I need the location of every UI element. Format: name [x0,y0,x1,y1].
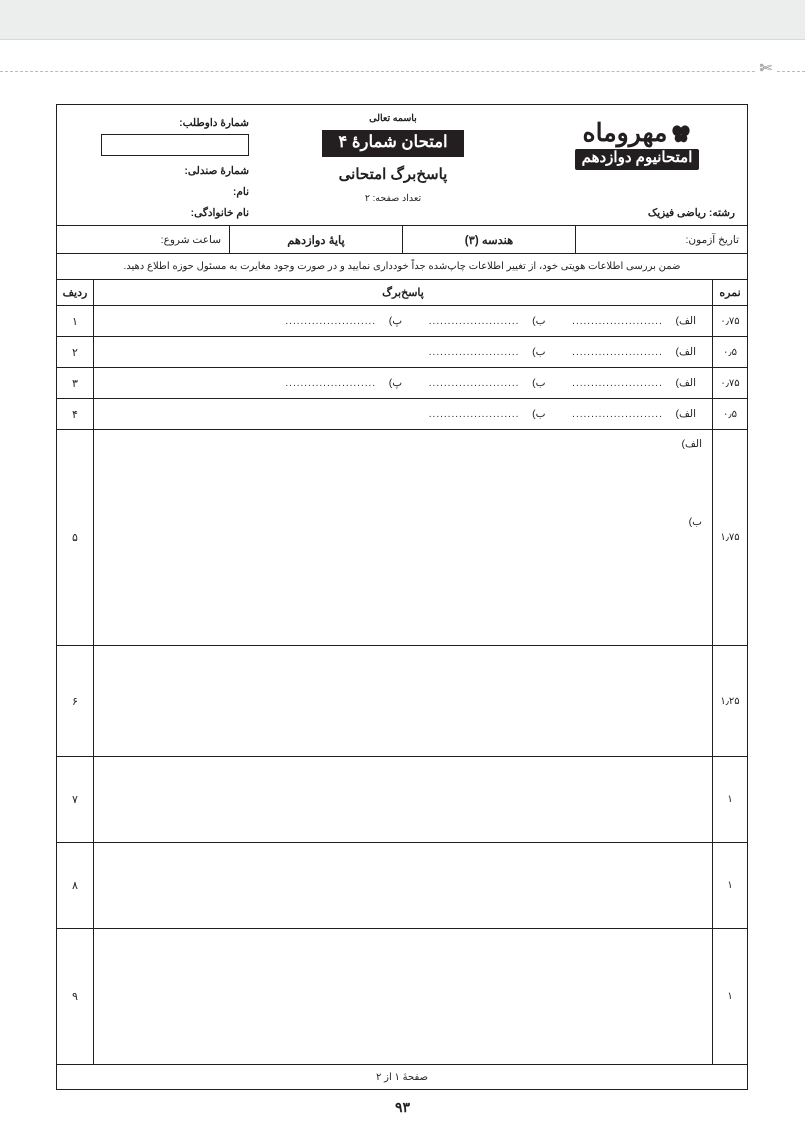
choice-dots: ........................ [572,347,663,358]
row-index: ۸ [72,880,78,892]
row-answer-area[interactable] [93,399,713,429]
row-answer-area[interactable] [93,337,713,367]
dashed-line [0,71,805,72]
choice-label: الف) [675,346,696,358]
table-row [57,757,747,843]
exam-grade: پایۀ دوازدهم [229,226,402,253]
choice-item [277,315,402,327]
table-header-row [57,280,747,306]
row-index: ۷ [72,794,78,806]
table-row [57,929,747,1065]
choice-dots: ........................ [285,316,377,327]
table-row [57,368,747,399]
choice-dots: ........................ [428,378,520,389]
last-name-label: نام خانوادگی: [190,207,249,219]
row-score: ۰٫۵ [723,408,737,420]
choice-label: پ) [388,315,403,327]
choice-label: ب) [532,408,546,420]
choice-label: پ) [388,377,403,389]
answer-sheet [56,104,748,1090]
choice-label: الف) [675,408,696,420]
table-row [57,337,747,368]
choice-label: الف) [675,377,696,389]
row-score: ۱٫۷۵ [720,532,740,543]
header-candidate-column [57,105,257,225]
choice-list [104,403,702,425]
table-row [57,646,747,757]
scissors-icon: ✄ [756,59,775,79]
row-answer-area[interactable] [93,843,713,928]
sheet-title: پاسخ‌برگ امتحانی [338,165,448,183]
row-answer-area[interactable] [93,757,713,842]
exam-info-row [57,226,747,254]
header-brand-column [529,105,747,225]
row-score: ۱ [727,880,733,891]
butterfly-logo-icon [671,124,691,144]
exam-start-time-label: ساعت شروع: [160,233,221,246]
choice-dots: ........................ [285,378,377,389]
exam-date-label: تاریخ آزمون: [575,226,747,253]
table-row [57,843,747,929]
choice-label: الف) [675,315,696,327]
row-answer-area[interactable] [93,646,713,756]
choice-dots: ........................ [428,347,520,358]
sheet-page-footer: صفحۀ ۱ از ۲ [375,1071,429,1083]
row-answer-area[interactable] [93,929,713,1064]
book-page-number: ۹۳ [394,1099,411,1115]
row-score: ۰٫۵ [723,346,737,358]
brand-logo [537,115,737,170]
row-index: ۱ [72,315,78,328]
column-header-score: نمره [719,287,741,299]
seat-number-label: شمارۀ صندلی: [184,165,249,177]
table-row [57,430,747,646]
row-answer-area[interactable] [93,368,713,398]
pages-count: تعداد صفحه: ۲ [364,192,422,204]
first-name-label: نام: [232,186,249,198]
table-row [57,306,747,337]
choice-label: ب) [532,377,546,389]
choice-dots: ........................ [428,316,520,327]
choice-item [420,315,545,327]
table-row [57,399,747,430]
choice-item [420,377,545,389]
row-index: ۶ [72,695,78,708]
exam-title: امتحان شمارۀ ۴ [322,130,463,157]
brand-name-text: مهروماه [582,119,668,147]
part-label-alef: الف) [681,438,702,450]
choice-item [564,408,696,420]
choice-item [564,315,696,327]
choice-label: ب) [532,346,546,358]
candidate-number-input[interactable] [101,134,249,156]
choice-dots: ........................ [428,409,520,420]
choice-item [564,346,696,358]
choice-item [420,346,545,358]
row-score: ۰٫۷۵ [720,315,740,327]
row-score: ۰٫۷۵ [720,377,740,389]
choice-dots: ........................ [572,316,663,327]
row-index: ۹ [72,991,78,1003]
brand-name-row [537,121,737,146]
row-index: ۳ [72,377,78,390]
row-score: ۱ [727,991,733,1002]
row-index: ۴ [72,408,78,421]
row-index: ۵ [72,532,78,544]
choice-list [104,310,702,332]
brand-badge: امتحانیوم دوازدهم [575,149,700,170]
major-field [537,207,737,219]
row-score: ۱ [727,794,733,805]
part-label-be: ب) [688,516,702,528]
column-header-radif: ردیف [62,287,88,299]
choice-dots: ........................ [572,409,663,420]
choice-label: ب) [532,315,546,327]
cut-guide-line [0,60,805,78]
choice-list [104,341,702,363]
top-gray-band [0,0,805,40]
choice-item [420,408,545,420]
candidate-number-label: شمارۀ داوطلب: [179,117,249,129]
choice-list [104,372,702,394]
sheet-header [57,105,747,226]
identity-notice: ضمن بررسی اطلاعات هویتی خود، از تغییر اطلاعات چاپ‌شده جداً خودداری نمایید و در صورت وجود مغایرت به مسئول حوزه اطلاع دهید. [57,254,747,280]
basmeh-text: باسمه تعالی [369,113,417,124]
row-answer-area[interactable] [93,430,713,645]
row-answer-area[interactable] [93,306,713,336]
major-label: رشته: [708,207,735,219]
major-value: ریاضی فیزیک [647,207,706,219]
header-title-column [257,105,529,225]
row-score: ۱٫۲۵ [720,695,740,707]
row-index: ۲ [72,346,78,359]
exam-subject: هندسه (۳) [402,226,575,253]
choice-item [277,377,402,389]
column-header-answer: پاسخ‌برگ [93,280,713,305]
choice-item [564,377,696,389]
choice-dots: ........................ [572,378,663,389]
